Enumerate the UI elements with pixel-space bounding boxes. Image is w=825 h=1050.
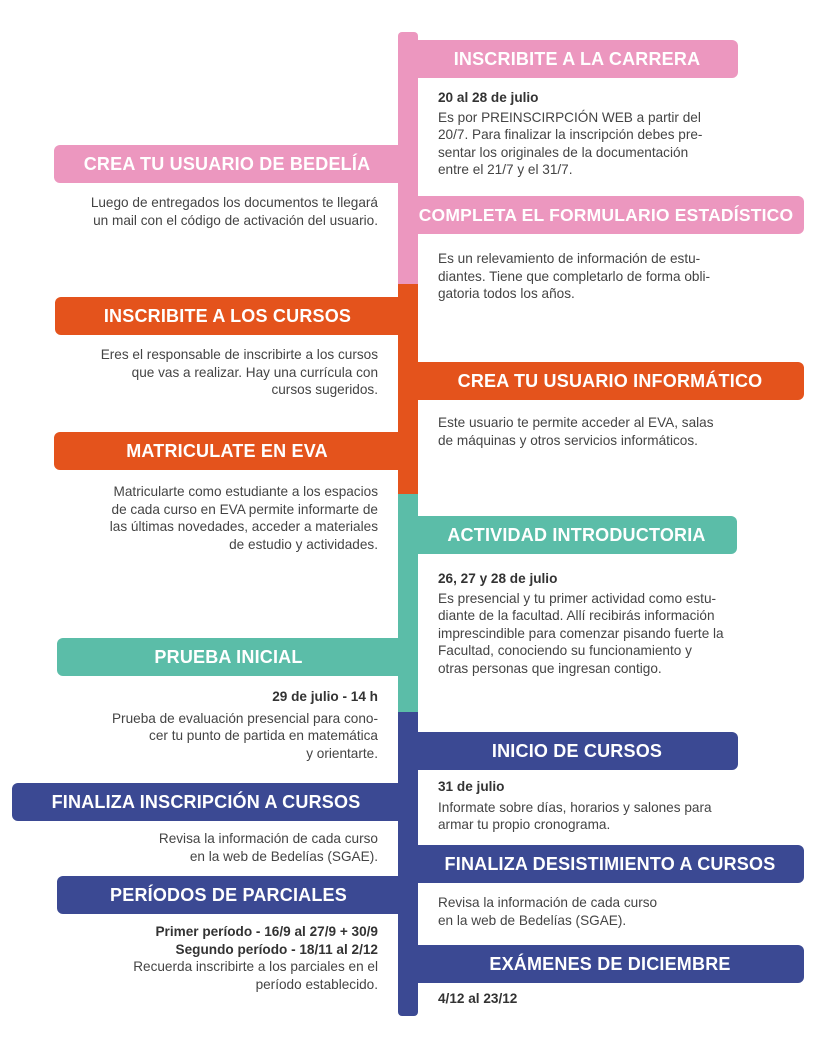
step-description: Es un relevamiento de información de estu- diantes. Tiene que completarlo de forma obli- gatoria todos los años. (438, 251, 711, 302)
step-title: FINALIZA INSCRIPCIÓN A CURSOS (12, 783, 400, 821)
step-title: INSCRIBITE A LA CARRERA (416, 40, 738, 78)
step-date: 31 de julio (438, 779, 505, 794)
step-title: CREA TU USUARIO INFORMÁTICO (416, 362, 804, 400)
step-description (438, 990, 738, 1008)
timeline-spine-navy (398, 712, 418, 1016)
step-description: 20 al 28 de julio Es por PREINSCIRPCIÓN WEB a partir del 20/7. Para finalizar la inscripción debes pre- sentar los originales de la documentación entre el 21/7 y el 31/7. (438, 89, 724, 179)
timeline-spine-pink (398, 32, 418, 284)
step-title: ACTIVIDAD INTRODUCTORIA (416, 516, 737, 554)
step-description: Revisa la información de cada curso en la web de Bedelías (SGAE). (158, 831, 378, 864)
step-description: 26, 27 y 28 de julio Es presencial y tu primer actividad como estu- diante de la facultad. Allí recibirás información imprescindible para comenzar pisando fuerte la Facultad, conociendo su funcionamiento y otras personas que ingresan contigo. (438, 570, 738, 678)
timeline-spine-orange (398, 284, 418, 494)
step-description: 29 de julio - 14 h Prueba de evaluación presencial para cono- cer tu punto de partida en matemática y orientarte. (88, 688, 378, 762)
step-date: 26, 27 y 28 de julio (438, 571, 558, 586)
step-title: MATRICULATE EN EVA (54, 432, 400, 470)
step-title: FINALIZA DESISTIMIENTO A CURSOS (416, 845, 804, 883)
step-description: Luego de entregados los documentos te llegará un mail con el código de activación del usuario. (90, 195, 378, 228)
step-title: COMPLETA EL FORMULARIO ESTADÍSTICO (408, 196, 804, 234)
step-description: Eres el responsable de inscribirte a los cursos que vas a realizar. Hay una currícula con cursos sugeridos. (100, 347, 378, 398)
step-description: Este usuario te permite acceder al EVA, salas de máquinas y otros servicios informáticos. (438, 415, 714, 448)
step-title: PRUEBA INICIAL (57, 638, 400, 676)
step-description: Revisa la información de cada curso en la web de Bedelías (SGAE). (438, 895, 658, 928)
step-description: 31 de julio Informate sobre días, horarios y salones para armar tu propio cronograma. (438, 778, 738, 834)
timeline-spine-teal (398, 494, 418, 712)
step-description: Primer período - 16/9 al 27/9 + 30/9 Segundo período - 18/11 al 2/12 Recuerda inscribirte a los parciales en el período establecido. (80, 923, 378, 993)
step-description: Matricularte como estudiante a los espacios de cada curso en EVA permite informarte de las últimas novedades, acceder a materiales de estudio y actividades. (109, 484, 378, 552)
step-title: CREA TU USUARIO DE BEDELÍA (54, 145, 400, 183)
step-title: INICIO DE CURSOS (416, 732, 738, 770)
step-date: 20 al 28 de julio (438, 90, 539, 105)
step-date: 4/12 al 23/12 (438, 991, 518, 1006)
step-title: EXÁMENES DE DICIEMBRE (416, 945, 804, 983)
step-date: Primer período - 16/9 al 27/9 + 30/9 (155, 924, 378, 939)
step-date-second: Segundo período - 18/11 al 2/12 (175, 941, 378, 957)
step-title: PERÍODOS DE PARCIALES (57, 876, 400, 914)
step-date: 29 de julio - 14 h (272, 689, 378, 704)
step-title: INSCRIBITE A LOS CURSOS (55, 297, 400, 335)
